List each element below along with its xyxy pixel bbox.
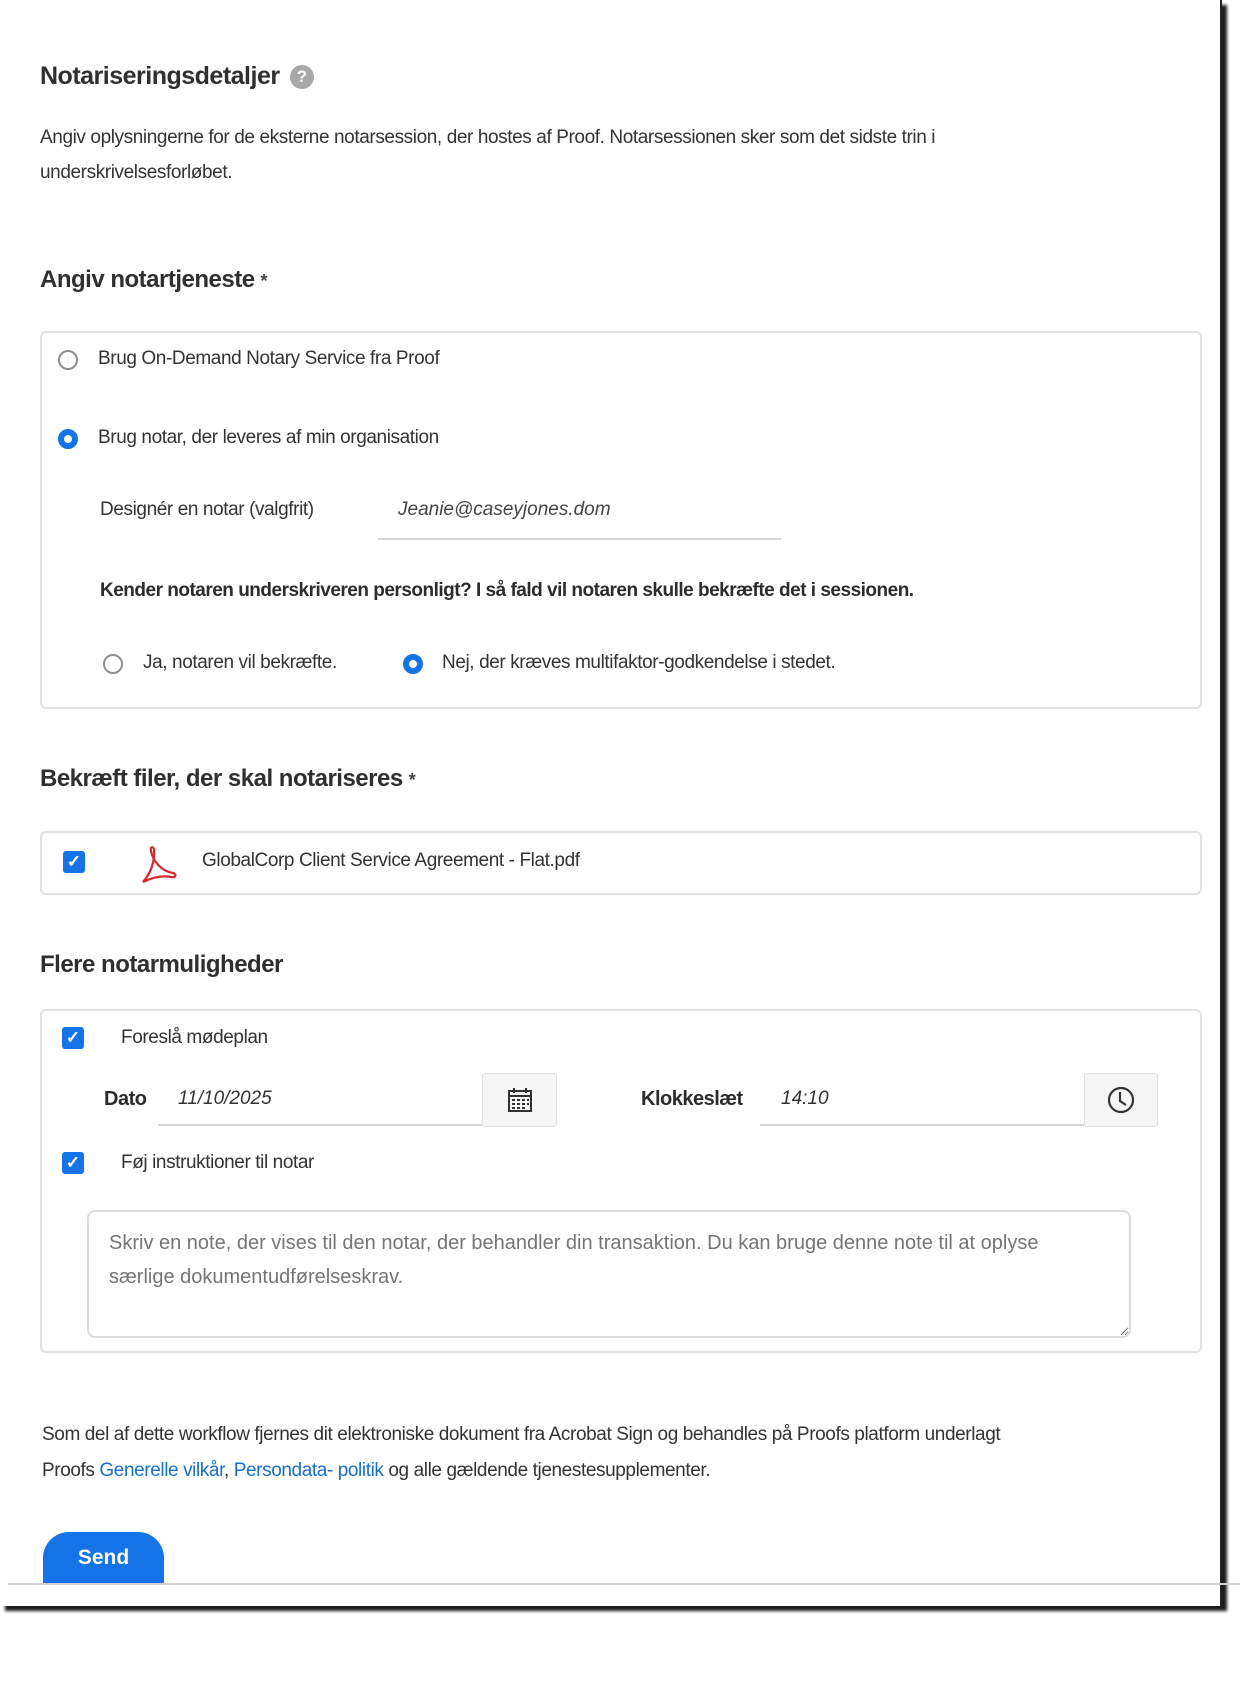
radio-proof-service-label[interactable]: Brug On-Demand Notary Service fra Proof <box>98 348 440 369</box>
bottom-divider <box>8 1583 1240 1585</box>
page-title <box>40 62 314 91</box>
description-line-2: underskrivelsesforløbet. <box>40 162 233 183</box>
clock-icon <box>1106 1085 1136 1115</box>
instructions-checkbox[interactable]: ✓ <box>62 1152 84 1174</box>
instructions-label[interactable]: Føj instruktioner til notar <box>121 1152 314 1173</box>
terms-link[interactable]: Generelle vilkår <box>99 1460 224 1481</box>
radio-yes-confirm-label[interactable]: Ja, notaren vil bekræfte. <box>143 652 337 673</box>
service-section-title <box>40 266 267 294</box>
footer-text-line-1: Som del af dette workflow fjernes dit elektroniske dokument fra Acrobat Sign og behandles på Proofs platform underlagt <box>42 1424 1001 1445</box>
pdf-icon <box>137 845 179 890</box>
description-line-1: Angiv oplysningerne for de eksterne notarsession, der hostes af Proof. Notarsessionen sker som det sidste trin i <box>40 127 936 148</box>
privacy-link[interactable]: Persondata- politik <box>233 1460 384 1481</box>
service-title-text: Angiv notartjeneste <box>40 266 255 293</box>
personal-knowledge-question: Kender notaren underskriveren personligt? I så fald vil notaren skulle bekræfte det i sessionen. <box>100 580 914 601</box>
date-label: Dato <box>104 1088 147 1110</box>
file-name: GlobalCorp Client Service Agreement - Flat.pdf <box>202 850 580 871</box>
file-checkbox[interactable]: ✓ <box>63 851 85 873</box>
radio-proof-service[interactable] <box>58 350 78 370</box>
files-title-text: Bekræft filer, der skal notariseres <box>40 765 403 792</box>
notary-note-textarea[interactable] <box>87 1210 1131 1338</box>
designate-notary-value[interactable]: Jeanie@caseyjones.dom <box>398 499 611 520</box>
options-section-title: Flere notarmuligheder <box>40 951 283 978</box>
time-value[interactable]: 14:10 <box>781 1088 829 1109</box>
radio-no-mfa-label[interactable]: Nej, der kræves multifaktor-godkendelse i stedet. <box>442 652 836 673</box>
files-section-title <box>40 765 415 793</box>
schedule-label[interactable]: Foreslå mødeplan <box>121 1027 268 1048</box>
calendar-button[interactable] <box>482 1073 557 1127</box>
date-value[interactable]: 11/10/2025 <box>178 1088 272 1109</box>
page-title-text: Notariseringsdetaljer <box>40 62 280 90</box>
footer-suffix: og alle gældende tjenestesupplementer. <box>383 1460 711 1481</box>
footer-separator: , <box>223 1460 234 1481</box>
radio-org-notary-label[interactable]: Brug notar, der leveres af min organisation <box>98 427 439 448</box>
footer-text-line-2 <box>42 1460 710 1482</box>
time-label: Klokkeslæt <box>641 1088 743 1110</box>
required-marker: * <box>260 271 268 291</box>
schedule-checkbox[interactable]: ✓ <box>62 1027 84 1049</box>
send-button[interactable]: Send <box>43 1532 164 1584</box>
calendar-icon <box>506 1086 534 1114</box>
help-icon[interactable]: ? <box>290 65 314 89</box>
designate-notary-label: Designér en notar (valgfrit) <box>100 499 314 520</box>
footer-prefix: Proofs <box>42 1460 100 1481</box>
radio-org-notary[interactable] <box>58 429 78 449</box>
radio-yes-confirm[interactable] <box>103 654 123 674</box>
radio-no-mfa[interactable] <box>403 654 423 674</box>
clock-button[interactable] <box>1084 1073 1158 1127</box>
required-marker: * <box>408 770 416 790</box>
